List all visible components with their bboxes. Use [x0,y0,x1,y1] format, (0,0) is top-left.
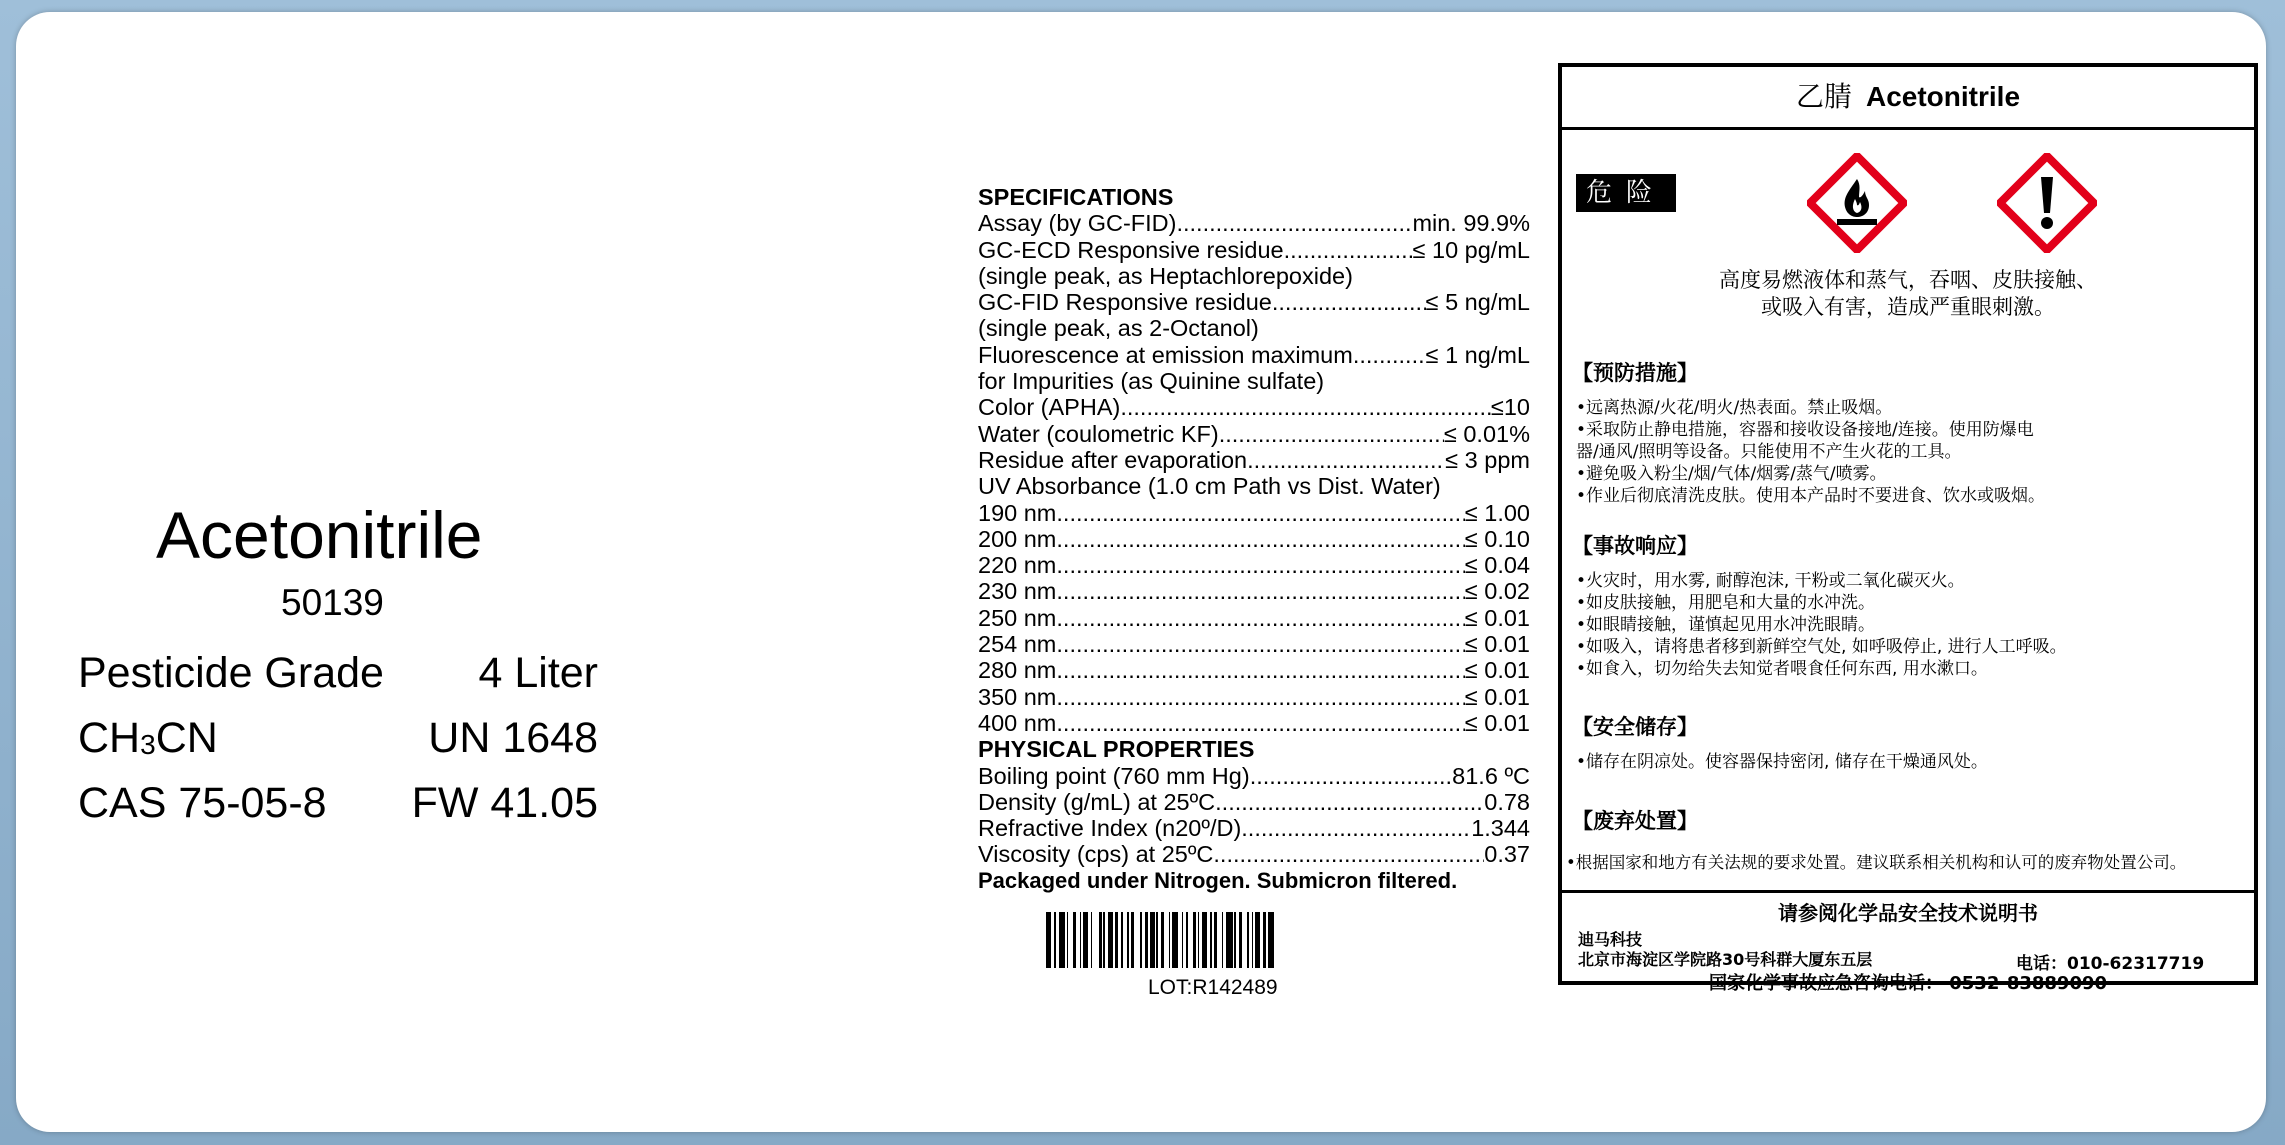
spec-row [978,500,1530,526]
spec-value: ≤10 [1490,394,1530,421]
spec-label: Viscosity (cps) at 25ºC [978,841,1214,868]
spec-row [978,289,1530,315]
spec-value: ≤ 5 ng/mL [1425,289,1530,316]
ghs-item: •如皮肤接触，用肥皂和大量的水冲洗。 [1576,593,1876,613]
ghs-item: •作业后彻底清洗皮肤。使用本产品时不要进食、饮水或吸烟。 [1576,486,2046,506]
packaging-note: Packaged under Nitrogen. Submicron filtered. [978,867,1458,893]
dot-leader [1353,342,1426,368]
spec-row [978,447,1530,473]
dot-leader [1213,841,1484,867]
spec-value: ≤ 1 ng/mL [1425,341,1530,368]
spec-value: ≤ 3 ppm [1445,446,1530,473]
spec-label: 350 nm [978,683,1057,710]
msds-notice: 请参阅化学品安全技术说明书 [1778,901,2038,925]
dot-leader [1176,210,1412,236]
ghs-item: •采取防止静电措施，容器和接收设备接地/连接。使用防爆电 [1576,420,2034,440]
spec-label: 190 nm [978,499,1057,526]
spec-label: 254 nm [978,631,1057,658]
ghs-hazard-panel [1558,63,2258,994]
dot-leader [1247,447,1445,473]
spec-value: ≤ 0.04 [1464,552,1530,579]
spec-row [978,394,1530,420]
spec-row [978,526,1530,552]
response-heading: 【事故响应】 [1572,534,1698,558]
spec-row [978,631,1530,657]
spec-value: ≤ 10 pg/mL [1412,236,1530,263]
spec-label: GC-FID Responsive residue [978,289,1272,316]
physical-properties-list [978,763,1530,868]
cas-number: CAS 75-05-8 [78,779,327,827]
ghs-item: •如吸入，请将患者移到新鲜空气处, 如呼吸停止, 进行人工呼吸。 [1576,637,2067,657]
ghs-item: •如眼睛接触，谨慎起见用水冲洗眼睛。 [1576,615,1876,635]
spec-row [978,342,1530,368]
product-label [16,12,2266,1132]
spec-label: Water (coulometric KF) [978,420,1219,447]
spec-value: min. 99.9% [1412,210,1530,237]
cas-row [78,779,598,828]
response-items [1576,570,2236,680]
dot-leader [1215,789,1484,815]
formula-row [78,714,598,763]
precaution-heading: 【预防措施】 [1572,361,1698,385]
dot-leader [1056,500,1464,526]
specifications-list [978,210,1530,736]
dot-leader [1219,421,1444,447]
spec-label: Color (APHA) [978,394,1121,421]
spec-label: Density (g/mL) at 25ºC [978,788,1216,815]
storage-items [1576,751,2236,773]
spec-label: 250 nm [978,604,1057,631]
un-number: UN 1648 [428,714,598,762]
spec-label: Refractive Index (n20º/D) [978,815,1242,842]
exclamation-pictogram-icon [1997,153,2097,253]
ghs-title-cn: 乙腈 [1795,80,1852,113]
spec-value: ≤ 0.01 [1464,657,1530,684]
spec-value: ≤ 0.01% [1443,420,1530,447]
spec-label: Residue after evaporation [978,446,1248,473]
dot-leader [1056,605,1464,631]
spec-value: ≤ 1.00 [1464,499,1530,526]
dot-leader [1056,684,1464,710]
storage-heading: 【安全储存】 [1572,715,1698,739]
ghs-title-en: Acetonitrile [1865,81,2021,112]
spec-label: 230 nm [978,578,1057,605]
product-size: 4 Liter [478,649,598,697]
dot-leader [1056,526,1464,552]
spec-label: 280 nm [978,657,1057,684]
disposal-heading: 【废弃处置】 [1572,809,1698,833]
spec-value: 81.6 ºC [1452,762,1530,789]
flame-pictogram-icon [1807,153,1907,253]
ghs-item: •储存在阴凉处。使容器保持密闭, 储存在干燥通风处。 [1576,752,1988,772]
spec-label: Boiling point (760 mm Hg) [978,762,1250,789]
spec-label: 220 nm [978,552,1057,579]
dot-leader [1120,394,1491,420]
ghs-item: •根据国家和地方有关法规的要求处置。建议联系相关机构和认可的废弃物处置公司。 [1566,853,2187,872]
ghs-title [1562,67,2254,130]
dot-leader [1056,578,1464,604]
dot-leader [1056,710,1464,736]
spec-row [978,763,1530,789]
specifications-block [978,184,1530,894]
ghs-item: 器/通风/照明等设备。只能使用不产生火花的工具。 [1576,442,1962,462]
spec-row [978,710,1530,736]
product-grade: Pesticide Grade [78,649,384,697]
hazard-line: 高度易燃液体和蒸气，吞咽、皮肤接触、 [1719,268,2097,292]
dot-leader [1056,657,1464,683]
spec-label: Fluorescence at emission maximum [978,341,1353,368]
ghs-item: •避免吸入粉尘/烟/气体/烟雾/蒸气/喷雾。 [1576,464,1887,484]
barcode-bar [1268,912,1274,968]
spec-note: (single peak, as 2-Octanol) [978,315,1259,342]
spec-value: ≤ 0.10 [1464,525,1530,552]
ghs-footer [1562,890,2254,994]
spec-row [978,657,1530,683]
spec-note: (single peak, as Heptachlorepoxide) [978,262,1353,289]
barcode [1046,912,1412,968]
spec-row [978,210,1530,236]
product-name: Acetonitrile [156,498,483,572]
spec-value: ≤ 0.01 [1464,631,1530,658]
grade-row [78,649,598,698]
dot-leader [1241,815,1471,841]
dot-leader [1056,631,1464,657]
physical-properties-heading: PHYSICAL PROPERTIES [978,736,1255,763]
spec-row [978,815,1530,841]
spec-row [978,578,1530,604]
dot-leader [1272,289,1426,315]
spec-row [978,605,1530,631]
lot-number: LOT:R142489 [1148,976,1278,999]
precaution-items [1576,397,2236,507]
formula-weight: FW 41.05 [411,779,598,827]
spec-row [978,552,1530,578]
spec-note: for Impurities (as Quinine sulfate) [978,368,1325,395]
disposal-items [1566,852,2226,874]
spec-value: ≤ 0.01 [1464,709,1530,736]
spec-value: ≤ 0.02 [1464,578,1530,605]
ghs-item: •火灾时，用水雾, 耐醇泡沫, 干粉或二氧化碳灭火。 [1576,571,1965,591]
ghs-item: •如食入，切勿给失去知觉者喂食任何东西, 用水漱口。 [1576,659,1988,679]
chemical-formula: $CH_3CN$ [78,714,218,762]
company-phone: 电话：010-62317719 [2016,954,2205,974]
company-address: 北京市海淀区学院路30号科群大厦东五层 [1578,950,1873,969]
company-name: 迪马科技 [1578,930,1643,949]
spec-value: 0.78 [1484,788,1530,815]
spec-label: GC-ECD Responsive residue [978,236,1284,263]
spec-label: 400 nm [978,709,1057,736]
dot-leader [1284,237,1413,263]
emergency-phone: 国家化学事故应急咨询电话： 0532-83889090 [1708,973,2108,994]
spec-value: ≤ 0.01 [1464,604,1530,631]
spec-row [978,684,1530,710]
hazard-statements [1562,267,2254,321]
spec-label: 200 nm [978,525,1057,552]
spec-row [978,841,1530,867]
spec-label: Assay (by GC-FID) [978,210,1177,237]
hazard-line: 或吸入有害，造成严重眼刺激。 [1761,295,2055,319]
spec-row [978,789,1530,815]
spec-value: 0.37 [1484,841,1530,868]
product-identity [16,12,676,1132]
ghs-item: •远离热源/火花/明火/热表面。禁止吸烟。 [1576,398,1893,418]
dot-leader [1056,552,1464,578]
product-code: 50139 [281,582,384,623]
spec-value: 1.344 [1471,815,1530,842]
signal-word: 危险 [1576,174,1676,212]
spec-value: ≤ 0.01 [1464,683,1530,710]
specifications-heading: SPECIFICATIONS [978,184,1174,210]
spec-row [978,237,1530,263]
dot-leader [1250,763,1452,789]
spec-note: UV Absorbance (1.0 cm Path vs Dist. Water) [978,473,1441,500]
spec-row [978,421,1530,447]
